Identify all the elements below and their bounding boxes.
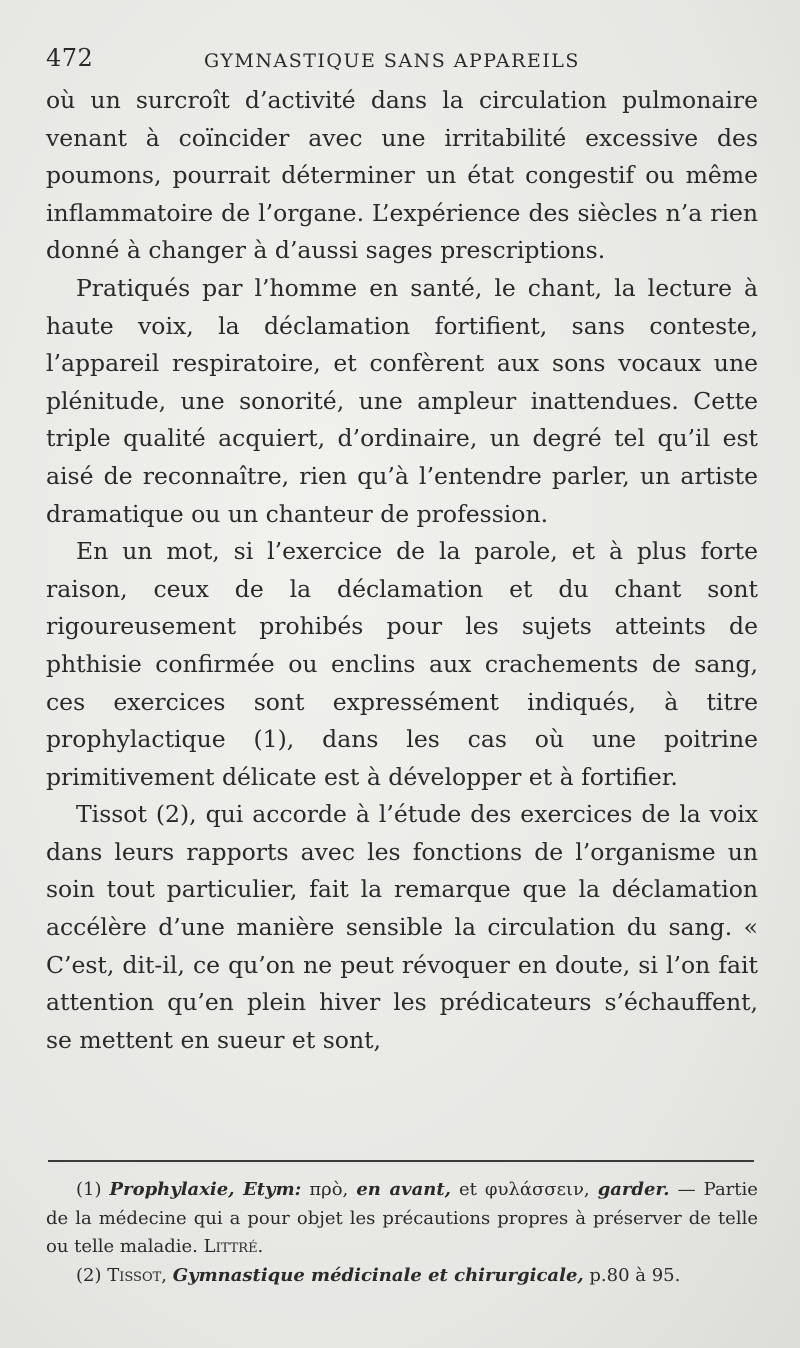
footnote-rule [48, 1160, 754, 1162]
page-header [46, 38, 758, 78]
footnote-1-greek-2: φυλάσσειν, [484, 1179, 590, 1200]
footnote-1-meaning-2: garder. [597, 1179, 670, 1200]
footnote-2-marker: (2) [76, 1264, 102, 1286]
footnote-2-pages: p.80 à 95. [589, 1264, 681, 1286]
footnote-2 [46, 1262, 758, 1291]
footnote-1-conj: et [458, 1179, 477, 1200]
footnote-1-marker: (1) [76, 1179, 102, 1200]
paragraph-4: Tissot (2), qui accorde à l’étude des exercices de la voix dans leurs rapports avec les fonctions de l’organisme un soin tout particulier, fait la remarque que la déclamation accélère d’une manière sensible la circulation du sang. « C’est, dit-il, ce qu’on ne peut révoquer en doute, si l’on fait attention qu’en plein hiver les prédicateurs s’échauffent, se mettent en sueur et sont, [46, 800, 758, 1054]
body-text [46, 82, 758, 1059]
running-head: GYMNASTIQUE SANS APPAREILS [204, 50, 580, 72]
page-number: 472 [46, 44, 94, 72]
footnote-1-source: Littré. [203, 1236, 264, 1257]
paragraph-1: où un surcroît d’activité dans la circulation pulmonaire venant à coïncider avec une irritabilité excessive des poumons, pourrait déterminer un état congestif ou même inflammatoire de l’organe. L’expérience des siècles n’a rien donné à changer à d’aussi sages prescriptions. [46, 86, 758, 265]
footnote-1-term: Prophylaxie, Etym: [109, 1179, 302, 1200]
paragraph-3: En un mot, si l’exercice de la parole, et à plus forte raison, ceux de la déclamation et du chant sont rigoureusement prohibés pour les sujets atteints de phthisie confirmée ou enclins aux crachements de sang, ces exercices sont expressément indiqués, à titre prophylactique (1), dans les cas où une poitrine primitivement délicate est à développer et à fortifier. [46, 537, 758, 791]
footnote-1-meaning-1: en avant, [356, 1179, 451, 1200]
footnote-2-title: Gymnastique médicinale et chirurgicale, [172, 1264, 584, 1286]
footnote-1-greek-1: πρὸ, [309, 1179, 349, 1200]
footnote-2-author: Tissot, [107, 1264, 168, 1286]
footnotes [46, 1176, 758, 1290]
footnote-1-definition: — Partie de la médecine qui a pour objet les précautions propres à préserver de telle ou telle maladie. [46, 1179, 758, 1257]
paragraph-2: Pratiqués par l’homme en santé, le chant, la lecture à haute voix, la déclamation fortifient, sans conteste, l’appareil respiratoire, et confèrent aux sons vocaux une plénitude, une sonorité, une ampleur inattendues. Cette triple qualité acquiert, d’ordinaire, un degré tel qu’il est aisé de reconnaître, rien qu’à l’entendre parler, un artiste dramatique ou un chanteur de profession. [46, 273, 758, 528]
footnote-1 [46, 1176, 758, 1262]
